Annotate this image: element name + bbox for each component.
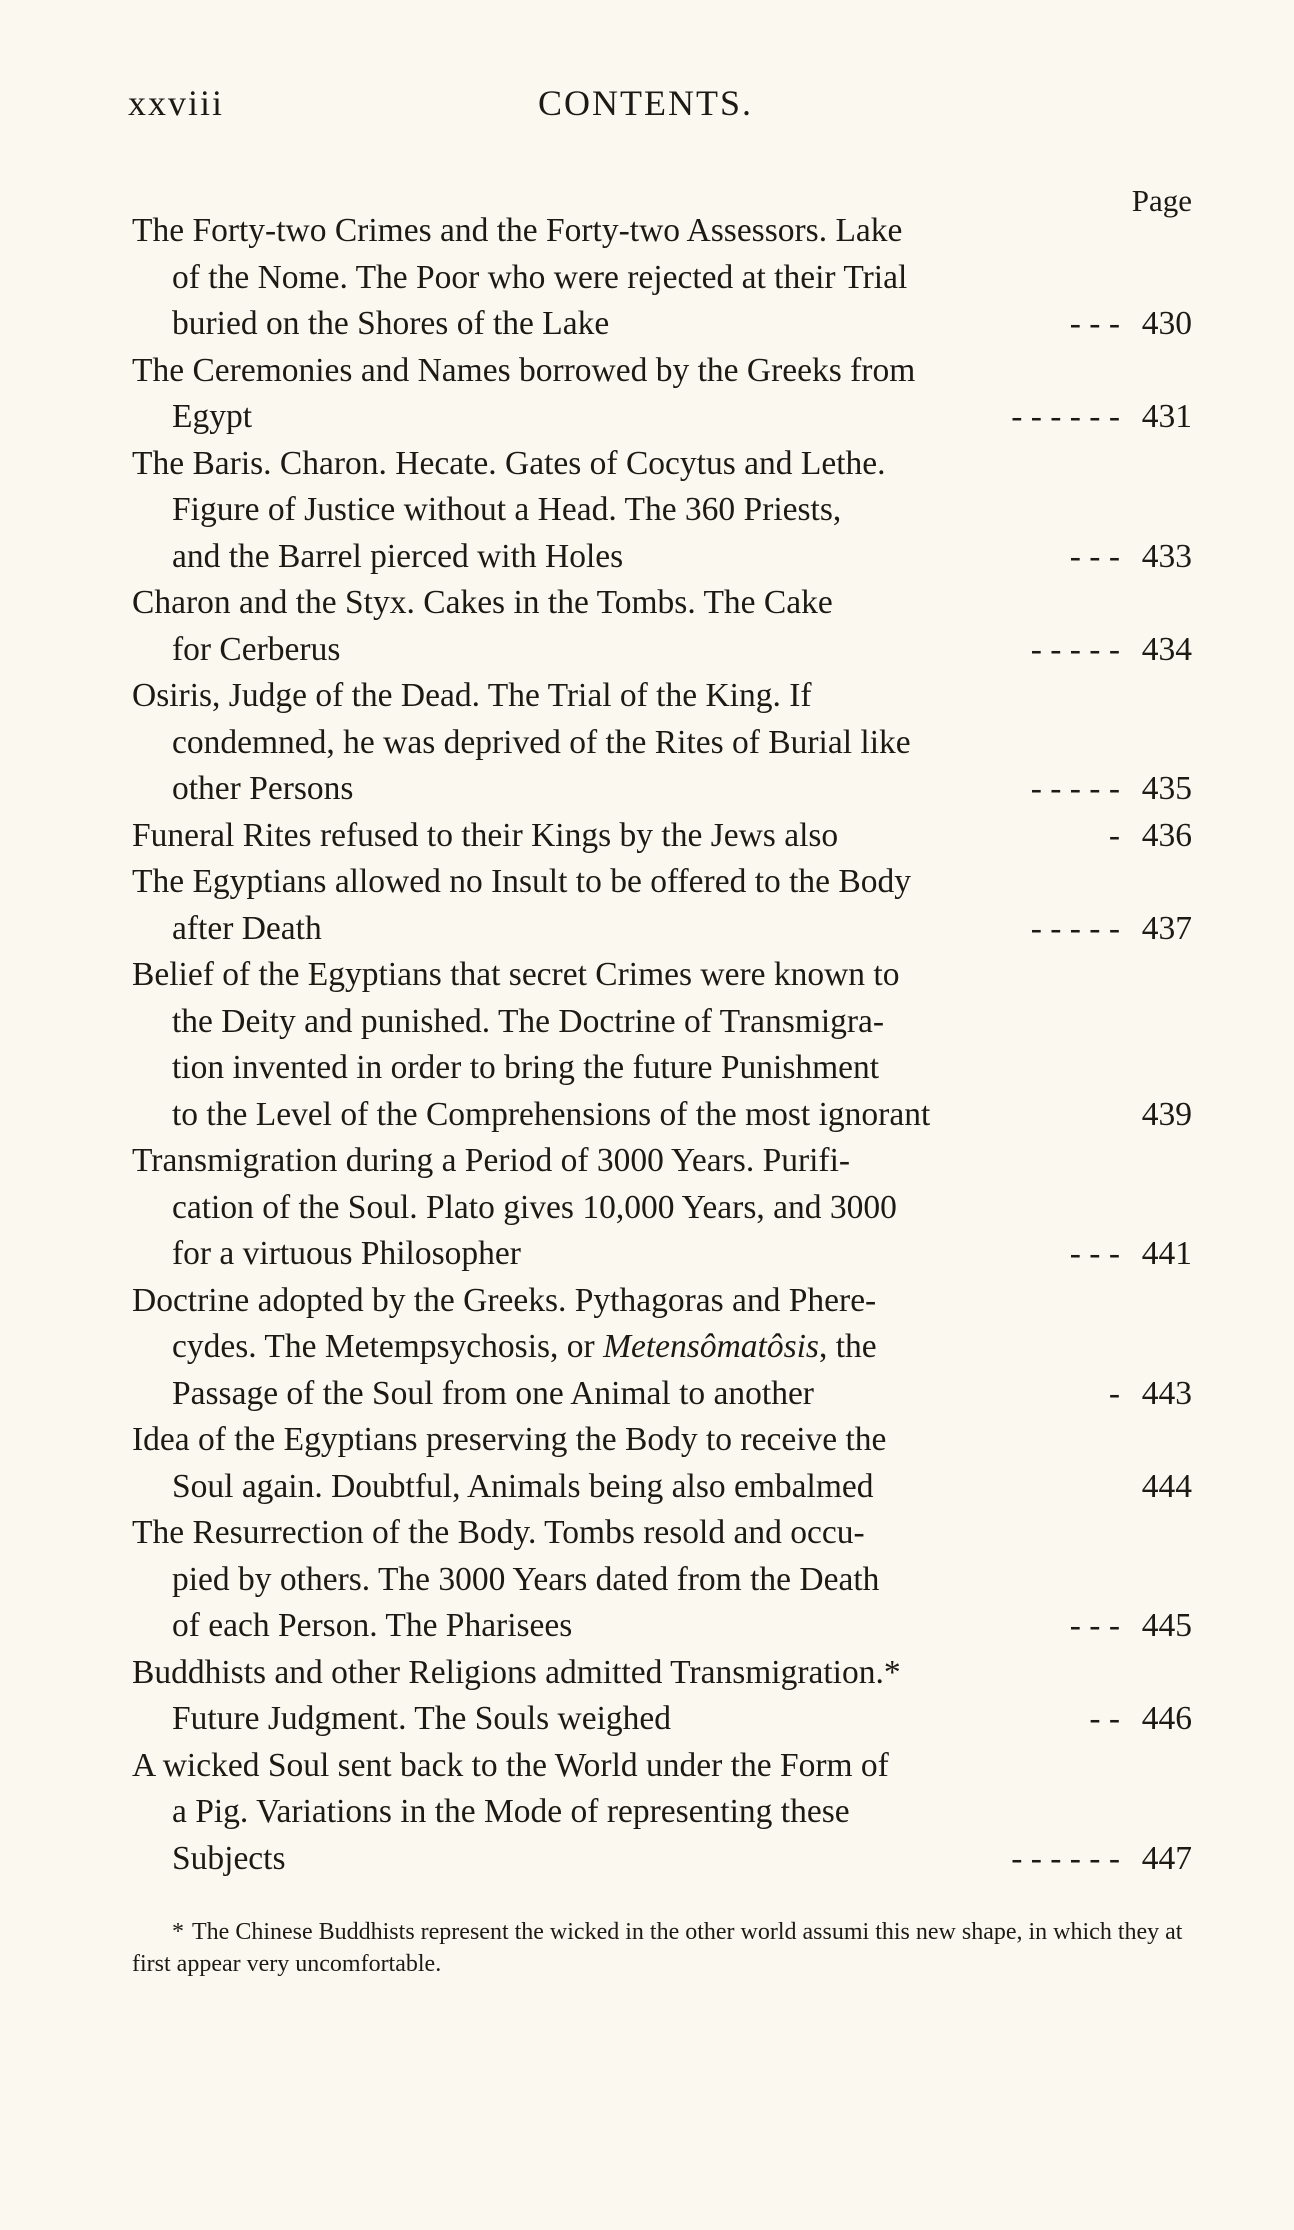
entry-line [132,301,1192,348]
entry-text: Future Judgment. The Souls weighed [172,1700,672,1737]
entry-text: the Deity and punished. The Doctrine of Transmigra- [172,1002,885,1040]
dot-leader: - - - [1069,537,1120,575]
dot-leader: - - - - - - [1011,398,1120,435]
entry-line [132,208,1192,255]
entry-text: cation of the Soul. Plato gives 10,000 Years, and 3000 [172,1188,897,1226]
entry-text: Transmigration during a Period of 3000 Years. Purifi- [132,1142,851,1179]
entry-text: of each Person. The Pharisees [172,1607,573,1644]
page-number: 443 [1141,1374,1192,1412]
footnote [132,1916,1192,1980]
entry-text: Egypt [172,398,253,435]
page-folio: xxviii [128,83,225,123]
entry-line [132,1231,1192,1278]
dot-leader: - - - - - [1030,909,1120,947]
contents-entry [132,441,1192,581]
contents-entry [132,952,1192,1138]
page-number: 445 [1141,1607,1192,1644]
entry-text: The Resurrection of the Body. Tombs resold and occu- [132,1514,865,1551]
contents-entry [132,1743,1192,1883]
dot-leader: - - - - - [1030,770,1120,807]
entry-line [132,952,1192,999]
contents-entry [132,1138,1192,1278]
footnote-text: The Chinese Buddhists represent the wicked in the other world assumi this new shape, in which they at first appear very uncomfortable. [132,1919,1183,1977]
entry-line [132,1371,1192,1418]
contents-entry [132,813,1192,860]
dot-leader: - [1108,1374,1120,1412]
entry-line [132,1789,1192,1836]
page-number: 434 [1141,630,1192,668]
entry-line [132,906,1192,953]
entry-line [132,1696,1192,1743]
contents-entry [132,1417,1192,1510]
page-number: 446 [1141,1700,1192,1737]
entry-line [132,1138,1192,1185]
page-number: 447 [1141,1839,1192,1877]
entry-text: and the Barrel pierced with Holes [172,537,624,575]
contents-entry [132,859,1192,952]
entry-line [132,487,1192,534]
entry-line [132,1557,1192,1604]
entry-line [132,348,1192,395]
dot-leader: - [1108,816,1120,854]
page-number: 433 [1141,537,1192,575]
entry-line [132,1417,1192,1464]
entry-text: The Baris. Charon. Hecate. Gates of Cocytus and Lethe. [132,444,886,482]
entry-text: Osiris, Judge of the Dead. The Trial of the King. If [132,677,812,714]
page-number: 437 [1141,909,1192,947]
entry-line [132,580,1192,627]
page-title: CONTENTS. [538,83,753,123]
entry-text: of the Nome. The Poor who were rejected at their Trial [172,258,908,296]
entry-line [132,766,1192,813]
entry-line [132,673,1192,720]
contents-entry [132,673,1192,813]
dot-leader: - - - [1069,305,1120,342]
entry-text: buried on the Shores of the Lake [172,305,610,342]
footnote-marker: * [172,1919,184,1945]
page-number: 436 [1141,816,1192,854]
contents-entry [132,348,1192,441]
entry-line [132,1092,1192,1139]
entry-text: Belief of the Egyptians that secret Crimes were known to [132,956,900,993]
entry-text: to the Level of the Comprehensions of the most ignorant [172,1095,931,1133]
dot-leader: - - [1089,1700,1120,1737]
entry-line [132,1185,1192,1232]
contents-entry [132,1650,1192,1743]
entry-line [132,627,1192,674]
entry-line [132,859,1192,906]
entry-line [132,1836,1192,1883]
entry-text: The Ceremonies and Names borrowed by the Greeks from [132,351,916,389]
entry-line [132,720,1192,767]
entry-line [132,1650,1192,1697]
contents-entry [132,580,1192,673]
entry-text: Doctrine adopted by the Greeks. Pythagoras and Phere- [132,1281,877,1319]
entry-line [132,394,1192,441]
contents-entry [132,208,1192,348]
dot-leader: - - - [1069,1607,1120,1644]
entry-line [132,441,1192,488]
entry-text: Figure of Justice without a Head. The 360 Priests, [172,491,842,528]
entry-text: condemned, he was deprived of the Rites of Burial like [172,723,911,761]
entry-line [132,1278,1192,1325]
entry-text: tion invented in order to bring the future Punishment [172,1049,880,1086]
contents-entry [132,1278,1192,1418]
entry-line [132,255,1192,302]
contents-entry [132,1510,1192,1650]
entry-line [132,813,1192,860]
page-number: 431 [1141,398,1192,435]
entry-text: Charon and the Styx. Cakes in the Tombs. The Cake [132,584,833,621]
entry-text: after Death [172,909,322,947]
entry-line [132,1464,1192,1511]
entry-text: A wicked Soul sent back to the World under the Form of [132,1746,889,1784]
dot-leader: - - - - - [1030,630,1120,668]
page-number: 441 [1141,1235,1192,1272]
entry-line [132,1045,1192,1092]
entry-text: Subjects [172,1839,286,1877]
entry-text: Soul again. Doubtful, Animals being also embalmed [172,1467,874,1505]
page-number: 439 [1141,1095,1192,1133]
entry-text: for Cerberus [172,630,341,668]
entry-text: The Egyptians allowed no Insult to be offered to the Body [132,863,912,900]
running-head [128,82,1188,132]
entry-text: other Persons [172,770,354,807]
entry-text: for a virtuous Philosopher [172,1235,521,1272]
italic-term: Metensômatôsis [603,1328,819,1365]
dot-leader: - - - - - - [1011,1839,1120,1877]
page-number: 430 [1141,305,1192,342]
contents-list [132,208,1192,1882]
entry-text: The Forty-two Crimes and the Forty-two Assessors. Lake [132,212,903,249]
entry-text: Idea of the Egyptians preserving the Body to receive the [132,1421,887,1458]
page-number: 435 [1141,770,1192,807]
entry-text: pied by others. The 3000 Years dated from the Death [172,1560,880,1598]
entry-line [132,1324,1192,1371]
entry-line [132,1510,1192,1557]
entry-line [132,534,1192,581]
entry-text: Funeral Rites refused to their Kings by the Jews also [132,816,839,854]
page-column-label: Page [1131,183,1192,218]
dot-leader: - - - [1069,1235,1120,1272]
page-number: 444 [1141,1467,1192,1505]
entry-text: Passage of the Soul from one Animal to another [172,1374,814,1412]
entry-text: a Pig. Variations in the Mode of representing these [172,1793,850,1830]
entry-text: cydes. The Metempsychosis, or Metensômatôsis, the [172,1328,877,1365]
entry-line [132,1603,1192,1650]
entry-line [132,999,1192,1046]
entry-line [132,1743,1192,1790]
entry-text: Buddhists and other Religions admitted Transmigration.* [132,1653,901,1691]
